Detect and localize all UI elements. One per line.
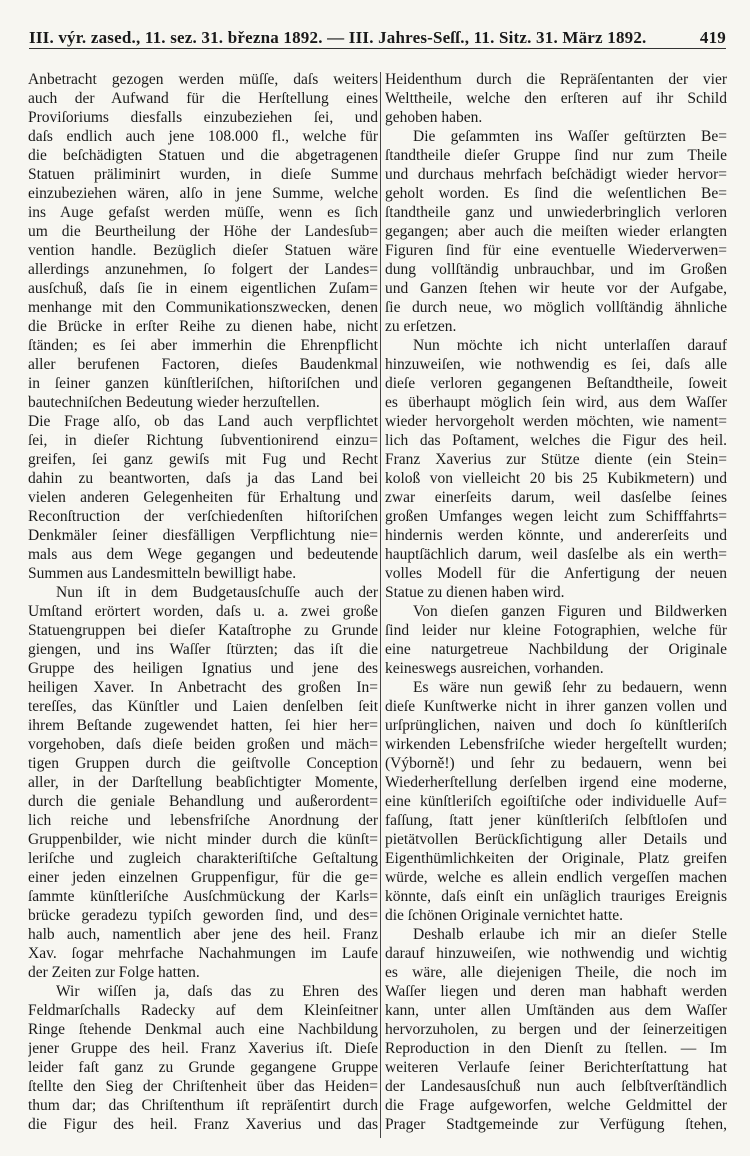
left-column-text-line: die beſchädigten Statuen und die abgetragenen <box>28 147 378 164</box>
left-column-text-line: Umſtand erörtert worden, daſs u. a. zwei große <box>28 603 378 620</box>
right-column-text-line: hauptſächlich darum, weil dasſelbe als ein werth= <box>385 546 727 563</box>
right-column-text-line: die Frage aufgeworfen, welche Geldmittel der <box>385 1097 727 1114</box>
right-column-text-line: volles Modell für die Anfertigung der neuen <box>385 565 727 582</box>
right-column-text-line: Franz Xaverius zur Stütze diente (ein Stein= <box>385 451 727 468</box>
right-column-text-line: Statue zu dienen haben wird. <box>385 584 565 601</box>
left-column-text-line: Nun iſt in dem Budgetausſchuſſe auch der <box>56 584 378 601</box>
left-column-text-line: Summen aus Landesmitteln bewilligt habe. <box>28 565 297 582</box>
right-column-text-line: ſind leider nur kleine Fotographien, welche für <box>385 622 727 639</box>
left-column-text-line: auch der Aufwand für die Herſtellung eines <box>28 90 378 107</box>
left-column-text-line: einer jeden einzelnen Gruppenfigur, für die ge= <box>28 869 378 886</box>
left-column-text-line: leider faſt ganz zu Grunde gegangene Gruppe <box>28 1059 378 1076</box>
left-column-text-line: halb auch, namentlich aber jene des heil. Franz <box>28 926 378 943</box>
right-column-text-line: die ſchönen Originale vernichtet hatte. <box>385 907 624 924</box>
left-column-text-line: aller, in der Darſtellung beabſichtigter Momente, <box>28 774 378 791</box>
page-header <box>29 26 726 49</box>
left-column-text-line: ihrem Beſtande zugewendet hatten, ſei hier her= <box>28 717 378 734</box>
left-column-text-line: thum dar; das Chriſtenthum iſt repräſentirt durch <box>28 1097 378 1114</box>
left-column-text-line: menhange mit den Communikationszwecken, denen <box>28 299 378 316</box>
left-column-text-line: Feldmarſchalls Radecky auf dem Kleinſeitner <box>28 1002 378 1019</box>
left-column-text-line: brücke geradezu typiſch geworden ſind, und des= <box>28 907 378 924</box>
left-column-text-line: Xav. ſogar mehrfache Nachahmungen im Laufe <box>28 945 378 962</box>
left-column-text-line: Gruppenbilder, wie nicht minder durch die künſt= <box>28 831 378 848</box>
right-column-text-line: darauf hinzuweiſen, wie nothwendig und wichtig <box>385 945 727 962</box>
right-column-text-line: Wiederherſtellung derſelben irgend eine moderne, <box>385 774 727 791</box>
right-column-text-line: ſtandtheile ganz und unwiederbringlich verloren <box>385 204 727 221</box>
running-title: III. výr. zased., 11. sez. 31. března 1892. — III. Jahres-Seſſ., 11. Sitz. 31. März 1892. <box>29 28 647 47</box>
right-column-text-line: Reproduction in den Dienſt zu ſtellen. — Im <box>385 1040 727 1057</box>
right-column-text-line: hindernis werden könnte, und andererſeits und <box>385 527 727 544</box>
left-column-text-line: leriſche und zugleich charakteriſtiſche Geſtaltung <box>28 850 378 867</box>
left-column-text-line: lich reiche und lebensfriſche Anordnung der <box>28 812 378 829</box>
left-column-text-line: Reconſtruction der verſchiedenſten hiſtoriſchen <box>28 508 378 525</box>
left-column-text-line: tigen Gruppen durch die geiſtvolle Conception <box>28 755 378 772</box>
right-column-text-line: Nun möchte ich nicht unterlaſſen darauf <box>413 337 727 354</box>
left-column-text-line: Die Frage alſo, ob das Land auch verpflichtet <box>28 413 378 430</box>
left-column-text-line: daſs endlich auch jene 108.000 fl., welche für <box>28 128 378 145</box>
right-column-text-line: Welttheile, welche den erſteren auf ihr Schild <box>385 90 727 107</box>
left-column-text-line: Statuen präliminirt wurden, in dieſe Summe <box>28 166 378 183</box>
right-column-text-line: kann, unter allen Umſtänden aus dem Waſſer <box>385 1002 727 1019</box>
right-column-text-line: Es wäre nun gewiß ſehr zu bedauern, wenn <box>413 679 727 696</box>
left-column-text-line: vorgehoben, daſs dieſe beiden großen und mäch= <box>28 736 378 753</box>
right-column-text-line: großen Umfanges wegen leicht zum Schifffahrts= <box>385 508 727 525</box>
left-column-text-line: die Figur des heil. Franz Xaverius und das <box>28 1116 378 1133</box>
right-column <box>385 70 727 1134</box>
right-column-text-line: Waſſer liegen und deren man habhaft werden <box>385 983 727 1000</box>
left-column-text-line: ſtänden; es ſei aber immerhin die Ehrenpflicht <box>28 337 378 354</box>
right-column-text-line: Deshalb erlaube ich mir an dieſer Stelle <box>413 926 727 943</box>
right-column-text-line: zu erſetzen. <box>385 318 457 335</box>
right-column-text-line: der Landesausſchuß nun auch ſelbſtverſtändlich <box>385 1078 727 1095</box>
left-column-text-line: durch die geniale Behandlung und außerordent= <box>28 793 378 810</box>
left-column-text-line: jener Gruppe des heil. Franz Xaverius iſt. Dieſe <box>28 1040 378 1057</box>
left-column-text-line: ſtellte den Sieg der Chriſtenheit über das Heiden= <box>28 1078 378 1095</box>
right-column-text-line: Figuren ſind für eine eventuelle Wiederverwen= <box>385 242 727 259</box>
right-column-text-line: gegangen; aber auch die meiſten wieder erlangten <box>385 223 727 240</box>
left-column-text-line: Anbetracht gezogen werden müſſe, daſs weiters <box>28 71 378 88</box>
right-column-text-line: es wäre, alle diejenigen Theile, die noch im <box>385 964 727 981</box>
right-column-text-line: pietätvollen Berückſichtigung aller Details und <box>385 831 727 848</box>
right-column-text-line: ſtandtheile dieſer Gruppe ſind nur zum Theile <box>385 147 727 164</box>
left-column-text-line: ſei, in dieſer Richtung ſubventionirend einzu= <box>28 432 378 449</box>
right-column-text-line: eine künſtleriſch egoiſtiſche oder individuelle Auf= <box>385 793 727 810</box>
right-column-text-line: zwar einerſeits darum, weil dasſelbe ſeines <box>385 489 727 506</box>
left-column-text-line: Gruppe des heiligen Ignatius und jene des <box>28 660 378 677</box>
right-column-text-line: und durchaus mehrfach beſchädigt wieder hervor= <box>385 166 727 183</box>
right-column-text-line: eine naturgetreue Nachbildung der Originale <box>385 641 727 658</box>
right-column-text-line: koloß von vielleicht 20 bis 25 Kubikmetern) und <box>385 470 727 487</box>
left-column-text-line: ins Auge gefaſst werden müſſe, wenn es ſich <box>28 204 378 221</box>
left-column-text-line: in ſeiner ganzen künſtleriſchen, hiſtoriſchen und <box>28 375 378 392</box>
right-column-text-line: gehoben haben. <box>385 109 483 126</box>
left-column-text-line: bautechniſchen Bedeutung wieder herzuſtellen. <box>28 394 320 411</box>
right-column-text-line: würde, welche es allein endlich vergeſſen machen <box>385 869 727 886</box>
right-column-text-line: hinzuweiſen, wie nothwendig es ſei, daſs alle <box>385 356 727 373</box>
right-column-text-line: Von dieſen ganzen Figuren und Bildwerken <box>413 603 727 620</box>
left-column-text-line: Proviſoriums diesfalls einzubeziehen ſei, und <box>28 109 378 126</box>
right-column-text-line: ſie durch neue, wo möglich vollſtändig ähnliche <box>385 299 727 316</box>
right-column-text-line: Prager Stadtgemeinde zur Verfügung ſtehen, <box>385 1116 727 1133</box>
left-column-text-line: dahin zu beantworten, daſs ja das Land bei <box>28 470 378 487</box>
right-column-text-line: (Výborně!) und ſehr zu bedauern, wenn bei <box>385 755 727 772</box>
left-column-text-line: vielen anderen Gelegenheiten für Erhaltung und <box>28 489 378 506</box>
right-column-text-line: urſprünglichen, naiven und doch ſo künſtleriſch <box>385 717 727 734</box>
right-column-text-line: und Ganzen ſtehen wir heute vor der Aufgabe, <box>385 280 727 297</box>
page-number: 419 <box>699 28 726 47</box>
left-column-text-line: mals aus dem Wege gegangen und bedeutende <box>28 546 378 563</box>
left-column-text-line: ſammte künſtleriſche Ausſchmückung der Karls= <box>28 888 378 905</box>
left-column-text-line: allerdings anzunehmen, ſo folgert der Landes= <box>28 261 378 278</box>
left-column-text-line: giengen, und ins Waſſer ſtürzten; das iſt die <box>28 641 378 658</box>
right-column-text-line: lich das Poſtament, welches die Figur des heil. <box>385 432 727 449</box>
left-column-text-line: greifen, ſei ganz gewiſs mit Fug und Recht <box>28 451 378 468</box>
left-column-text-line: Denkmäler ſeiner diesfälligen Verpflichtung nie= <box>28 527 378 544</box>
left-column-text-line: heiligen Xaver. In Anbetracht des großen In= <box>28 679 378 696</box>
right-column-text-line: dung vollſtändig unbrauchbar, und im Großen <box>385 261 727 278</box>
left-column-text-line: die Brücke in erſter Reihe zu dienen habe, nicht <box>28 318 378 335</box>
right-column-text-line: wieder hervorgeholt werden möchten, wie nament= <box>385 413 727 430</box>
right-column-text-line: geholt worden. Es ſind die weſentlichen Be= <box>385 185 727 202</box>
left-column-text-line: um die Beurtheilung der Höhe der Landesſub= <box>28 223 378 240</box>
column-divider <box>380 72 381 1138</box>
left-column-text-line: Wir wiſſen ja, daſs das zu Ehren des <box>56 983 378 1000</box>
right-column-text-line: Die geſammten ins Waſſer geſtürzten Be= <box>413 128 727 145</box>
left-column-text-line: aller berufenen Factoren, dieſes Baudenkmal <box>28 356 378 373</box>
right-column-text-line: Eigenthümlichkeiten der Originale, Platz greifen <box>385 850 727 867</box>
right-column-text-line: keineswegs ausreichen, vorhanden. <box>385 660 604 677</box>
right-column-text-line: es überhaupt möglich ſein wird, aus dem Waſſer <box>385 394 727 411</box>
right-column-text-line: hervorzuholen, zu bergen und der ſeinerzeitigen <box>385 1021 727 1038</box>
right-column-text-line: faſſung, ſtatt jener künſtleriſch ſelbſtloſen und <box>385 812 727 829</box>
right-column-text-line: dieſe verloren gegangenen Beſtandtheile, ſoweit <box>385 375 727 392</box>
left-column <box>28 70 378 1134</box>
right-column-text-line: weiteren Verlaufe ſeiner Berichterſtattung hat <box>385 1059 727 1076</box>
right-column-text-line: wirkenden Lebensfriſche wieder hergeſtellt wurden; <box>385 736 727 753</box>
left-column-text-line: ausſchuß, daſs ſie in einem eigentlichen Zuſam= <box>28 280 378 297</box>
right-column-text-line: könnte, daſs einſt ein unſäglich trauriges Ereignis <box>385 888 727 905</box>
left-column-text-line: der Zeiten zur Folge hatten. <box>28 964 200 981</box>
right-column-text-line: dieſe Kunſtwerke nicht in ihrer ganzen vollen und <box>385 698 727 715</box>
left-column-text-line: einzubeziehen wären, alſo in jene Summe, welche <box>28 185 378 202</box>
left-column-text-line: Statuengruppen bei dieſer Kataſtrophe zu Grunde <box>28 622 378 639</box>
left-column-text-line: vention handle. Bezüglich dieſer Statuen wäre <box>28 242 378 259</box>
left-column-text-line: tereſſes, das Künſtler und Laien denſelben ſeit <box>28 698 378 715</box>
left-column-text-line: Ringe ſtehende Denkmal auch eine Nachbildung <box>28 1021 378 1038</box>
right-column-text-line: Heidenthum durch die Repräſentanten der vier <box>385 71 727 88</box>
